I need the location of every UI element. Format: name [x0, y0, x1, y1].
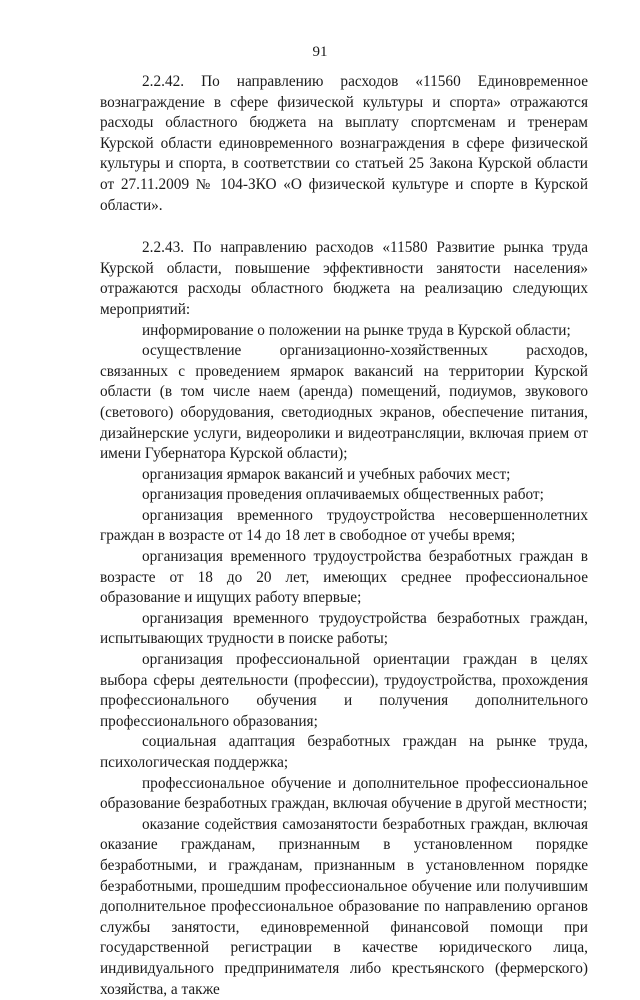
list-item: организация проведения оплачиваемых общественных работ; — [142, 486, 544, 504]
list-item: организация ярмарок вакансий и учебных рабочих мест; — [142, 465, 511, 483]
paragraph-2-2-42: 2.2.42. По направлению расходов «11560 Единовременное вознаграждение в сфере физической культуры и спорта» отражаются расходы областного бюджета на выплату спортсменам и тренерам Курской области единовременного вознаграждения в сфере физической культуры и спорта, в соответствии со статьей 25 Закона Курской области от 27.11.2009 № 104-ЗКО «О физической культуре и спорте в Курской области». — [100, 73, 588, 214]
list-item: организация временного трудоустройства несовершеннолетних граждан в возрасте от 14 до 18 лет в свободное от учебы время; — [100, 506, 588, 545]
list-item: социальная адаптация безработных граждан на рынке труда, психологическая поддержка; — [100, 733, 588, 771]
list-item: организация профессиональной ориентации граждан в целях выбора сферы деятельности (профессии), трудоустройства, прохождения профессионального обучения и получения дополнительного профессионального образования; — [100, 651, 588, 730]
list-item: профессиональное обучение и дополнительное профессиональное образование безработных граждан, включая обучение в другой местности; — [100, 774, 588, 813]
document-body — [100, 72, 588, 1000]
paragraph-2-2-43: 2.2.43. По направлению расходов «11580 Развитие рынка труда Курской области, повышение эффективности занятости населения» отражаются расходы областного бюджета на реализацию следующих мероприятий: — [100, 239, 588, 318]
page-number: 91 — [312, 44, 328, 60]
list-item: организация временного трудоустройства безработных граждан в возрасте от 18 до 20 лет, имеющих среднее профессиональное образование и ищущих работу впервые; — [100, 548, 588, 607]
list-item: осуществление организационно-хозяйственных расходов, связанных с проведением ярмарок вакансий на территории Курской области (в том числе наем (аренда) помещений, подиумов, звукового (светового) оборудования, светодиодных экранов, обеспечение питания, дизайнерские услуги, видеоролики и видеотрансляции, включая прием от имени Губернатора Курской области); — [100, 342, 588, 463]
list-item: оказание содействия самозанятости безработных граждан, включая оказание гражданам, признанным в установленном порядке безработными, и гражданам, признанным в установленном порядке безработными, прошедшим профессиональное обучение или получившим дополнительное профессиональное образование по направлению органов службы занятости, единовременной финансовой помощи при государственной регистрации в качестве юридического лица, индивидуального предпринимателя либо крестьянского (фермерского) хозяйства, а также — [100, 815, 588, 998]
list-item: организация временного трудоустройства безработных граждан, испытывающих трудности в поиске работы; — [100, 609, 588, 648]
list-item: информирование о положении на рынке труда в Курской области; — [142, 321, 571, 339]
